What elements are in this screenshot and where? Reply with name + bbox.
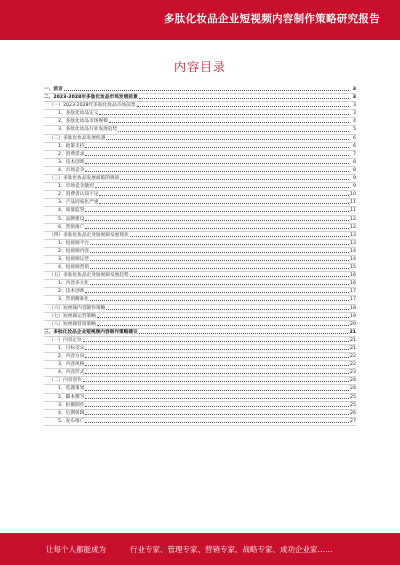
toc-entry-page: 22 xyxy=(350,354,356,360)
toc-entry-page: 17 xyxy=(350,297,356,303)
toc-entry[interactable] xyxy=(44,329,356,337)
toc-entry[interactable] xyxy=(44,394,356,402)
toc-entry[interactable] xyxy=(44,337,356,345)
toc-entry-page: 3 xyxy=(352,95,356,101)
toc-entry-page: 14 xyxy=(350,256,356,262)
toc-entry[interactable] xyxy=(44,313,356,321)
toc-leader-dots xyxy=(130,276,349,277)
toc-entry-page: 6 xyxy=(353,143,356,149)
toc-entry-label: 4、市场竞争 xyxy=(58,167,85,173)
toc-leader-dots xyxy=(85,292,349,293)
toc-leader-dots xyxy=(64,90,349,91)
table-of-contents xyxy=(44,86,356,426)
toc-leader-dots xyxy=(85,211,349,212)
report-header-bar xyxy=(0,0,400,40)
toc-leader-dots xyxy=(120,179,349,180)
toc-entry-label: 4、内容形式 xyxy=(58,370,85,376)
toc-leader-dots xyxy=(139,98,349,99)
toc-entry-label: 2、多肽化妆品市场规模 xyxy=(58,119,108,125)
toc-entry[interactable] xyxy=(44,345,356,353)
toc-entry[interactable] xyxy=(44,410,356,418)
toc-entry[interactable] xyxy=(44,296,356,304)
toc-entry-label: （七）短视频运营策略 xyxy=(49,313,96,319)
toc-entry-page: 23 xyxy=(350,370,356,376)
toc-entry[interactable] xyxy=(44,224,356,232)
toc-entry[interactable] xyxy=(44,280,356,288)
toc-entry[interactable] xyxy=(44,321,356,329)
toc-leader-dots xyxy=(90,284,349,285)
toc-entry-label: 2、内容方向 xyxy=(58,354,85,360)
toc-leader-dots xyxy=(85,220,349,221)
toc-entry-label: 3、拍摄制作 xyxy=(58,402,85,408)
toc-leader-dots xyxy=(85,147,349,148)
toc-entry[interactable] xyxy=(44,369,356,377)
toc-entry-page: 21 xyxy=(350,346,356,351)
toc-entry[interactable] xyxy=(44,175,356,183)
toc-entry-label: 6、营销推广 xyxy=(58,224,85,230)
toc-leader-dots xyxy=(85,414,349,415)
toc-entry[interactable] xyxy=(44,216,356,224)
toc-entry-page: 9 xyxy=(353,184,356,190)
toc-entry-page: 3 xyxy=(353,103,356,109)
toc-entry-page: 26 xyxy=(350,410,356,416)
toc-entry-label: （二）内容创作 xyxy=(49,378,82,384)
toc-entry[interactable] xyxy=(44,248,356,256)
footer-tagline: 行业专家、管理专家、营销专家、战略专家、成功企业家…… xyxy=(130,545,333,554)
toc-entry-page: 11 xyxy=(350,200,356,206)
toc-leader-dots xyxy=(90,252,349,253)
toc-entry[interactable] xyxy=(44,110,356,118)
toc-entry-page: 6 xyxy=(353,135,356,141)
toc-entry-page: 8 xyxy=(353,159,356,165)
toc-entry[interactable] xyxy=(44,264,356,272)
toc-entry[interactable] xyxy=(44,191,356,199)
toc-entry-label: 3、技术创新 xyxy=(58,159,85,165)
toc-leader-dots xyxy=(85,398,349,399)
toc-leader-dots xyxy=(85,163,349,164)
toc-entry-page: 11 xyxy=(350,208,356,214)
toc-entry-page: 12 xyxy=(350,216,356,222)
toc-entry-page: 8 xyxy=(353,167,356,173)
toc-leader-dots xyxy=(97,325,349,326)
toc-entry[interactable] xyxy=(44,353,356,361)
toc-leader-dots xyxy=(85,228,349,229)
toc-entry[interactable] xyxy=(44,272,356,280)
toc-leader-dots xyxy=(85,406,349,407)
toc-entry-page: 19 xyxy=(350,313,356,319)
report-title: 多肽化妆品企业短视频内容制作策略研究报告 xyxy=(164,13,380,25)
toc-leader-dots xyxy=(137,106,350,107)
toc-entry-label: 1、内容多元化 xyxy=(58,281,90,287)
toc-entry-page: 9 xyxy=(353,176,356,182)
toc-entry-page: 10 xyxy=(350,192,356,198)
toc-leader-dots xyxy=(139,333,349,334)
toc-entry[interactable] xyxy=(44,402,356,410)
toc-entry-label: （四）多肽化妆品企业短视频发展现状 xyxy=(49,232,129,238)
toc-entry[interactable] xyxy=(44,305,356,313)
toc-entry-page: 13 xyxy=(350,240,356,246)
toc-entry-label: 5、品牌建设 xyxy=(58,216,85,222)
toc-leader-dots xyxy=(83,341,349,342)
toc-entry-label: 1、选题策划 xyxy=(58,386,85,392)
toc-leader-dots xyxy=(90,244,349,245)
toc-entry-page: 24 xyxy=(350,386,356,392)
toc-entry[interactable] xyxy=(44,240,356,248)
toc-leader-dots xyxy=(85,365,349,366)
toc-leader-dots xyxy=(97,317,349,318)
toc-entry-page: 3 xyxy=(353,111,356,117)
toc-entry-label: 4、质量监管 xyxy=(58,208,85,214)
toc-entry-page: 25 xyxy=(350,402,356,408)
toc-entry-page: 21 xyxy=(350,337,356,343)
toc-entry[interactable] xyxy=(44,167,356,175)
toc-leader-dots xyxy=(85,171,349,172)
toc-leader-dots xyxy=(90,268,349,269)
toc-entry[interactable] xyxy=(44,159,356,167)
toc-leader-dots xyxy=(85,422,349,423)
toc-leader-dots xyxy=(99,195,349,196)
toc-entry-label: 4、后期剪辑 xyxy=(58,410,85,416)
toc-entry-page: 16 xyxy=(350,273,356,279)
toc-leader-dots xyxy=(85,357,349,358)
toc-entry-page: 3 xyxy=(352,87,356,92)
toc-leader-dots xyxy=(83,381,349,382)
toc-entry-label: 3、营销精准化 xyxy=(58,297,90,303)
toc-leader-dots xyxy=(85,155,349,156)
footer-slogan: 让每个人都能成为 xyxy=(46,545,106,554)
toc-entry[interactable] xyxy=(44,199,356,207)
toc-heading: 内容目录 xyxy=(173,60,226,74)
toc-entry-page: 16 xyxy=(350,281,356,287)
toc-entry-label: 3、产品同质化严重 xyxy=(58,200,99,206)
toc-entry[interactable] xyxy=(44,143,356,151)
toc-entry[interactable] xyxy=(44,102,356,110)
toc-entry-page: 22 xyxy=(350,362,356,368)
footer-bar xyxy=(0,533,400,565)
toc-leader-dots xyxy=(90,260,349,261)
toc-leader-dots xyxy=(118,131,349,132)
toc-entry[interactable] xyxy=(44,418,356,426)
toc-entry-page: 12 xyxy=(350,224,356,230)
toc-entry[interactable] xyxy=(44,232,356,240)
toc-entry-page: 15 xyxy=(350,265,356,271)
toc-entry-page: 14 xyxy=(350,248,356,254)
toc-entry-label: 2、消费者认知不足 xyxy=(58,192,99,198)
toc-entry[interactable] xyxy=(44,135,356,143)
toc-entry-label: 4、短视频营销 xyxy=(58,265,90,271)
toc-entry-label: 3、内容风格 xyxy=(58,362,85,368)
toc-entry-page: 17 xyxy=(350,289,356,295)
toc-leader-dots xyxy=(85,390,349,391)
toc-entry[interactable] xyxy=(44,183,356,191)
toc-entry-page: 25 xyxy=(350,394,356,400)
toc-entry-page: 18 xyxy=(350,305,356,311)
toc-entry-label: （二）多肽化妆品发展机遇 xyxy=(49,135,106,141)
toc-entry-page: 4 xyxy=(353,119,356,125)
toc-entry[interactable] xyxy=(44,385,356,393)
toc-entry[interactable] xyxy=(44,207,356,215)
toc-entry-label: （三）多肽化妆品发展面临的挑战 xyxy=(49,176,120,182)
toc-entry-label: 3、多肽化妆品行业发展趋势 xyxy=(58,127,118,133)
toc-leader-dots xyxy=(85,349,349,350)
toc-entry-label: 一、前言 xyxy=(44,87,63,92)
toc-entry-label: 3、短视频运营 xyxy=(58,256,90,262)
toc-entry-label: （一）2023-2028年多肽化妆品市场前景 xyxy=(49,103,136,109)
toc-entry[interactable] xyxy=(44,256,356,264)
toc-entry-page: 13 xyxy=(350,232,356,238)
toc-entry-label: 三、多肽化妆品企业短视频内容制作策略建议 xyxy=(44,329,138,335)
toc-entry-page: 24 xyxy=(350,378,356,384)
toc-entry[interactable] xyxy=(44,86,356,94)
toc-entry-label: 2、消费需求 xyxy=(58,151,85,157)
toc-entry-label: 1、政策支持 xyxy=(58,143,85,149)
toc-leader-dots xyxy=(99,114,349,115)
toc-entry-label: （一）内容定位 xyxy=(49,337,82,343)
toc-entry[interactable] xyxy=(44,288,356,296)
toc-entry[interactable] xyxy=(44,151,356,159)
toc-entry-label: 1、目标受众 xyxy=(58,346,85,351)
toc-entry[interactable] xyxy=(44,361,356,369)
toc-leader-dots xyxy=(99,203,349,204)
toc-leader-dots xyxy=(106,139,349,140)
toc-leader-dots xyxy=(90,300,349,301)
toc-leader-dots xyxy=(85,373,349,374)
toc-entry-label: 2、技术创新 xyxy=(58,289,85,295)
toc-entry[interactable] xyxy=(44,126,356,134)
toc-entry-page: 21 xyxy=(349,329,356,335)
toc-entry[interactable] xyxy=(44,118,356,126)
toc-entry[interactable] xyxy=(44,94,356,102)
toc-entry-page: 27 xyxy=(350,418,356,424)
toc-entry-page: 7 xyxy=(353,151,356,157)
toc-leader-dots xyxy=(106,309,349,310)
toc-leader-dots xyxy=(95,187,349,188)
toc-leader-dots xyxy=(109,122,349,123)
toc-entry[interactable] xyxy=(44,377,356,385)
toc-entry-label: 5、发布推广 xyxy=(58,418,85,424)
toc-entry-label: 二、2023-2028年多肽化妆品市场发展前景 xyxy=(44,95,138,101)
toc-entry-label: （八）短视频营销策略 xyxy=(49,321,96,327)
toc-entry-label: 2、短视频内容 xyxy=(58,248,90,254)
toc-entry-label: （六）短视频内容制作策略 xyxy=(49,305,106,311)
toc-entry-page: 5 xyxy=(353,127,356,133)
toc-entry-label: 2、脚本撰写 xyxy=(58,394,85,400)
toc-leader-dots xyxy=(130,236,349,237)
toc-entry-page: 20 xyxy=(350,321,356,327)
toc-entry-label: 1、短视频平台 xyxy=(58,240,90,246)
toc-entry-label: （五）多肽化妆品企业短视频发展趋势 xyxy=(49,273,129,279)
toc-entry-label: 1、市场竞争激烈 xyxy=(58,184,94,190)
toc-entry-label: 1、多肽化妆品定义 xyxy=(58,111,99,117)
